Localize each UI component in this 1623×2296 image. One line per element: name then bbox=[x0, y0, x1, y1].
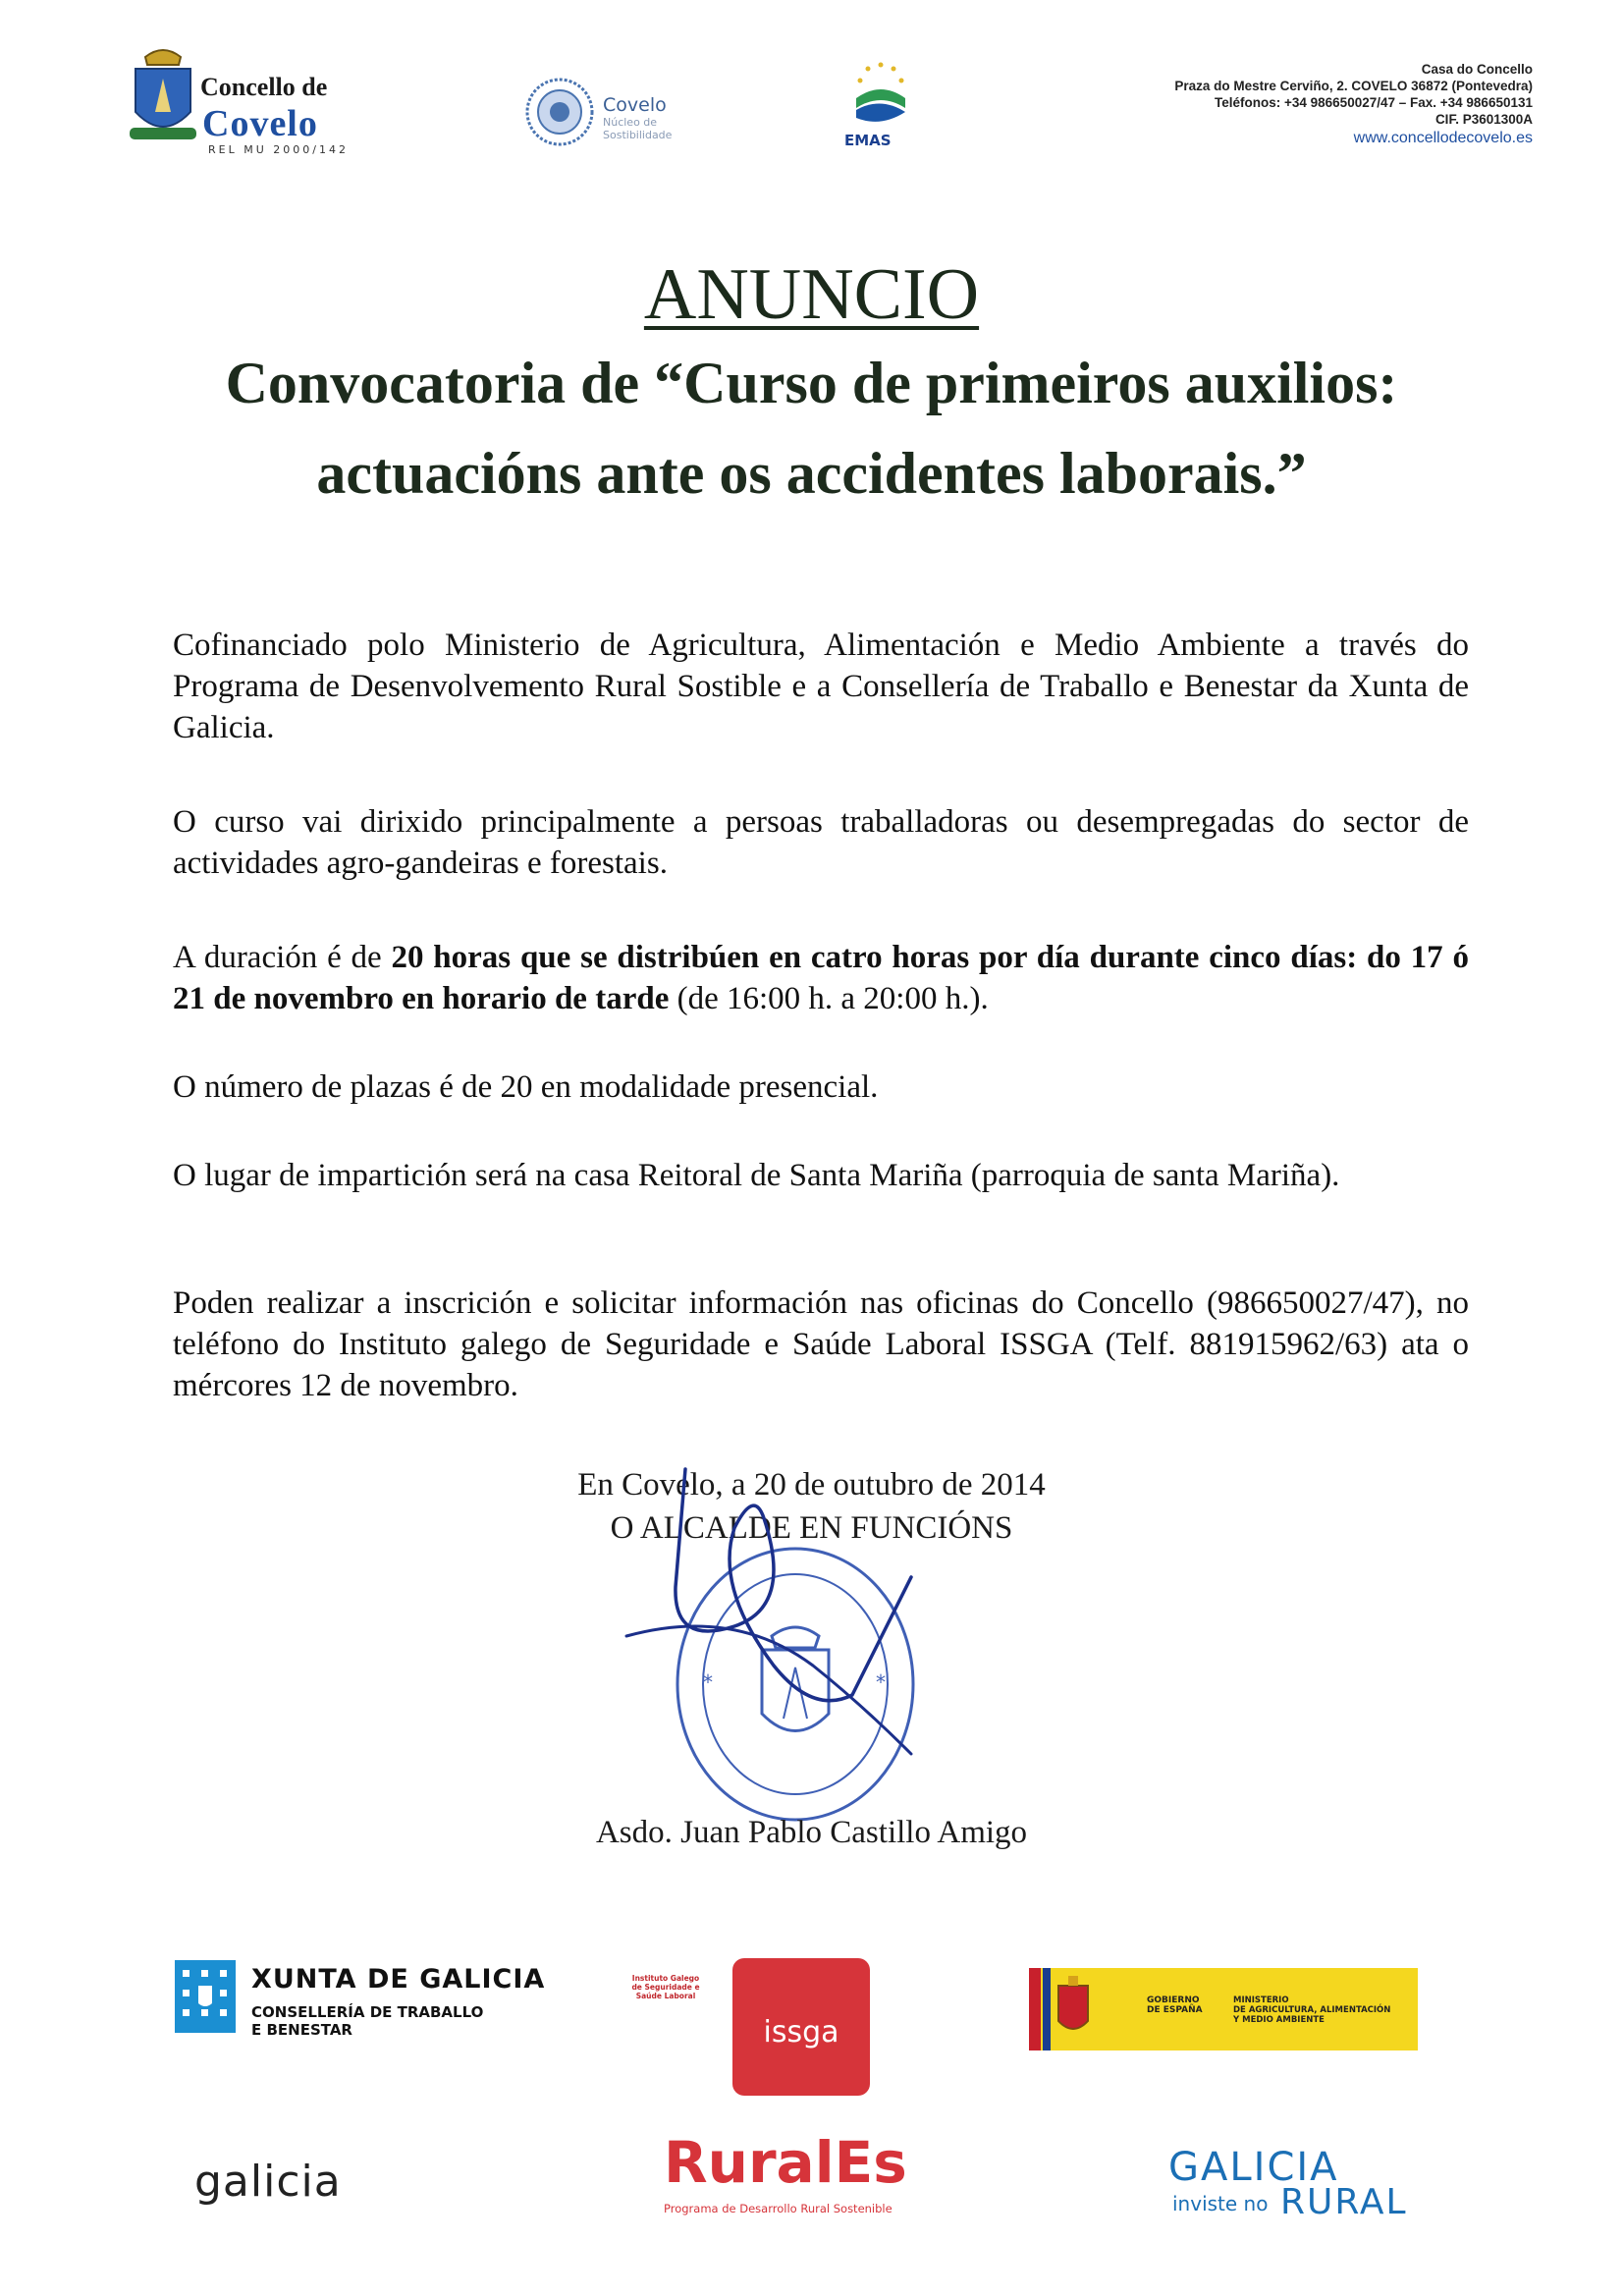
announcement-subtitle: Convocatoria de “Curso de primeiros auxilios: actuacións ante os accidentes laborais.” bbox=[225, 351, 1398, 506]
duration-intro: A duración é de bbox=[173, 940, 392, 975]
gobierno-label-2: DE ESPAÑA bbox=[1147, 2005, 1203, 2015]
xunta-department-line1: CONSELLERÍA DE TRABALLO bbox=[251, 2003, 484, 2021]
concello-label: Concello de bbox=[200, 73, 328, 101]
paragraph-duration bbox=[173, 937, 1469, 1019]
contact-block bbox=[1174, 61, 1533, 146]
issga-name-2: de Seguridade e bbox=[631, 1983, 700, 1992]
emas-label: EMAS bbox=[844, 132, 892, 149]
concello-name: Covelo bbox=[202, 103, 318, 144]
contact-website-link[interactable]: www.concellodecovelo.es bbox=[1353, 130, 1533, 146]
nucleo-subtitle-2: Sostibilidade bbox=[603, 129, 673, 141]
xunta-cross-icon bbox=[175, 1960, 236, 2033]
contact-office: Casa do Concello bbox=[1421, 62, 1533, 77]
page-title: ANUNCIO bbox=[643, 254, 980, 335]
issga-logo-text: issga bbox=[763, 2015, 839, 2050]
covelo-coat-of-arms-icon bbox=[126, 43, 200, 151]
paragraph-location: O lugar de impartición será na casa Reitoral de Santa Mariña (parroquia de santa Mariña). bbox=[173, 1158, 1340, 1193]
duration-hours: (de 16:00 h. a 20:00 h.). bbox=[669, 981, 989, 1016]
galicia-rural-logo-line2: inviste no bbox=[1172, 2192, 1269, 2215]
paragraph-registration: Poden realizar a inscrición e solicitar información nas oficinas do Concello (986650027/47), no teléfono do Instituto galego de Seguridade e Saúde Laboral ISSGA (Telf. 881915962/63) ata o mércores 12 de novembro. bbox=[173, 1285, 1469, 1403]
svg-text:*: * bbox=[876, 1670, 886, 1694]
xunta-flag-icon bbox=[175, 1960, 236, 2033]
rurales-logo: RuralEs bbox=[664, 2129, 907, 2196]
concello-registry: REL MU 2000/142 bbox=[208, 143, 349, 156]
rurales-subtitle: Programa de Desarrollo Rural Sostenible bbox=[664, 2202, 893, 2215]
ministerio-label-2: DE AGRICULTURA, ALIMENTACIÓN bbox=[1233, 2005, 1391, 2015]
xunta-title: XUNTA DE GALICIA bbox=[251, 1964, 546, 1995]
paragraph-audience: O curso vai dirixido principalmente a persoas traballadoras ou desempregadas do sector de actividades agro-gandeiras e forestais. bbox=[173, 804, 1469, 881]
signatory-role: O ALCALDE EN FUNCIÓNS bbox=[610, 1510, 1013, 1546]
galicia-rural-logo-line1: GALICIA bbox=[1168, 2145, 1339, 2190]
sustainability-seal-icon bbox=[524, 77, 595, 147]
place-and-date: En Covelo, a 20 de outubro de 2014 bbox=[577, 1467, 1046, 1503]
xunta-department-line2: E BENESTAR bbox=[251, 2021, 352, 2039]
contact-cif: CIF. P3601300A bbox=[1434, 112, 1533, 127]
gobierno-espana-label bbox=[1147, 1995, 1203, 2015]
issga-name-1: Instituto Galego bbox=[631, 1974, 700, 1983]
gobierno-label-1: GOBIERNO bbox=[1147, 1995, 1200, 2005]
nucleo-subtitle bbox=[603, 116, 672, 141]
ministerio-label bbox=[1233, 1995, 1390, 2025]
issga-full-name bbox=[628, 1974, 703, 2000]
handwritten-signature-icon bbox=[617, 1459, 950, 1783]
contact-address: Praza do Mestre Cerviño, 2. COVELO 36872 (Pontevedra) bbox=[1174, 79, 1533, 93]
nucleo-subtitle-1: Núcleo de bbox=[603, 116, 658, 129]
paragraph-funding: Cofinanciado polo Ministerio de Agricultura, Alimentación e Medio Ambiente a través do Programa de Desenvolvemento Rural Sostible e a Consellería de Traballo e Benestar da Xunta de Galicia. bbox=[173, 628, 1469, 745]
svg-text:*: * bbox=[703, 1670, 713, 1694]
contact-phones: Teléfonos: +34 986650027/47 – Fax. +34 986650131 bbox=[1215, 95, 1533, 110]
signed-by: Asdo. Juan Pablo Castillo Amigo bbox=[595, 1815, 1028, 1850]
nucleo-name: Covelo bbox=[603, 94, 667, 116]
issga-name-3: Saúde Laboral bbox=[635, 1992, 696, 2000]
spain-coat-of-arms-icon bbox=[1029, 1968, 1098, 2050]
ministerio-label-1: MINISTERIO bbox=[1233, 1995, 1289, 2005]
ministerio-label-3: Y MEDIO AMBIENTE bbox=[1233, 2015, 1325, 2025]
galicia-rural-logo-line3: RURAL bbox=[1280, 2182, 1408, 2222]
duration-details: 20 horas que se distribúen en catro horas por día durante cinco días: do 17 ó 21 de novembro en horario de tarde bbox=[173, 940, 1469, 1016]
emas-logo-icon bbox=[846, 59, 915, 132]
xunta-department bbox=[251, 2003, 483, 2039]
paragraph-places: O número de plazas é de 20 en modalidade presencial. bbox=[173, 1069, 879, 1105]
spain-shield-icon bbox=[1029, 1968, 1098, 2050]
galicia-logo: galicia bbox=[194, 2157, 342, 2207]
